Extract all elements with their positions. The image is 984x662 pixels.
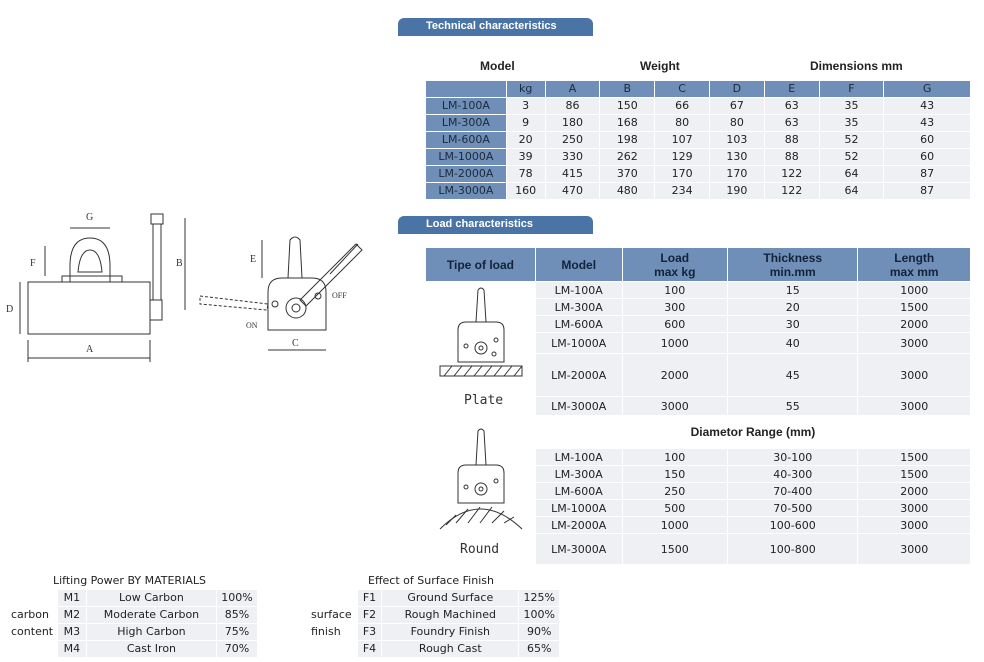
tech-group-weight: Weight: [640, 59, 680, 73]
header-length: [858, 248, 970, 281]
plate-thickness-cell: 40: [728, 333, 857, 353]
tech-value-cell: 35: [820, 98, 884, 114]
plate-load-cell: 100: [623, 282, 727, 298]
header-cell: A: [546, 81, 600, 97]
tech-value-cell: 88: [765, 149, 819, 165]
materials-title: Lifting Power BY MATERIALS: [53, 574, 206, 587]
header-cell: C: [655, 81, 709, 97]
round-model-cell: LM-2000A: [536, 517, 622, 533]
tech-value-cell: 107: [655, 132, 709, 148]
materials-name-cell: Cast Iron: [87, 641, 216, 657]
surface-row: [309, 624, 559, 640]
header-length-l2: max mm: [889, 264, 939, 279]
round-length-cell: 3000: [858, 534, 970, 564]
tech-value-cell: 129: [655, 149, 709, 165]
surface-name-cell: Ground Surface: [382, 590, 518, 606]
label-d: D: [6, 304, 14, 315]
tech-value-cell: 9: [507, 115, 545, 131]
round-length-cell: 1500: [858, 466, 970, 482]
tech-value-cell: 87: [884, 166, 970, 182]
tech-group-dimensions: Dimensions mm: [810, 59, 903, 73]
plate-length-cell: 3000: [858, 354, 970, 396]
plate-length-cell: 2000: [858, 316, 970, 332]
tech-value-cell: 190: [710, 183, 764, 199]
tech-value-cell: 52: [820, 132, 884, 148]
tech-value-cell: 63: [765, 98, 819, 114]
surface-name-cell: Rough Cast: [382, 641, 518, 657]
tech-value-cell: 150: [600, 98, 654, 114]
header-load-l1: Load: [660, 250, 690, 265]
round-range-cell: 70-500: [728, 500, 857, 516]
header-length-l1: Length: [894, 250, 935, 265]
header-load-l2: max kg: [654, 264, 696, 279]
load-header-row: [426, 248, 970, 281]
materials-name-cell: High Carbon: [87, 624, 216, 640]
tech-row: [426, 149, 970, 165]
materials-row: [9, 607, 257, 623]
surface-code-cell: F4: [358, 641, 382, 657]
plate-row: [426, 282, 970, 298]
tech-value-cell: 80: [655, 115, 709, 131]
tech-value-cell: 198: [600, 132, 654, 148]
surface-table: [308, 589, 560, 658]
tech-row: [426, 183, 970, 199]
surface-name-cell: Foundry Finish: [382, 624, 518, 640]
plate-load-cell: 1000: [623, 333, 727, 353]
round-model-cell: LM-3000A: [536, 534, 622, 564]
plate-load-cell: 3000: [623, 397, 727, 415]
plate-thickness-cell: 45: [728, 354, 857, 396]
label-b: B: [176, 258, 183, 269]
header-cell: G: [884, 81, 970, 97]
load-section-header: Load characteristics: [398, 216, 593, 232]
materials-value-cell: 75%: [217, 624, 257, 640]
tech-value-cell: 170: [710, 166, 764, 182]
round-label: Round: [460, 541, 500, 557]
plate-load-cell: 300: [623, 299, 727, 315]
diameter-range-title: Diametor Range (mm): [536, 416, 970, 448]
round-model-cell: LM-1000A: [536, 500, 622, 516]
surface-row: [309, 607, 559, 623]
tech-value-cell: 234: [655, 183, 709, 199]
tech-row: [426, 132, 970, 148]
round-model-cell: LM-600A: [536, 483, 622, 499]
materials-group-label-1: carbon: [9, 607, 57, 623]
plate-thickness-cell: 15: [728, 282, 857, 298]
tech-value-cell: 87: [884, 183, 970, 199]
label-a: A: [86, 344, 94, 355]
tech-value-cell: 180: [546, 115, 600, 131]
round-load-cell: 500: [623, 500, 727, 516]
materials-table: [8, 589, 258, 658]
materials-code-cell: M4: [58, 641, 86, 657]
tech-model-cell: LM-3000A: [426, 183, 506, 199]
tech-row: [426, 115, 970, 131]
round-range-cell: 30-100: [728, 449, 857, 465]
magnet-drawing: [0, 200, 380, 370]
header-type: Tipe of load: [426, 248, 535, 281]
plate-thickness-cell: 55: [728, 397, 857, 415]
tech-value-cell: 262: [600, 149, 654, 165]
technical-section-header: Technical characteristics: [398, 18, 593, 34]
label-f: F: [30, 258, 36, 269]
surface-group-label-2: finish: [309, 624, 357, 640]
surface-code-cell: F1: [358, 590, 382, 606]
plate-length-cell: 3000: [858, 333, 970, 353]
surface-code-cell: F3: [358, 624, 382, 640]
plate-label: Plate: [464, 393, 504, 408]
blank-cell: [309, 641, 357, 657]
surface-value-cell: 65%: [519, 641, 559, 657]
label-off: OFF: [332, 291, 347, 300]
round-load-icon: [430, 419, 530, 559]
round-range-cell: 100-800: [728, 534, 857, 564]
surface-title: Effect of Surface Finish: [368, 574, 494, 587]
tech-value-cell: 52: [820, 149, 884, 165]
materials-group-label-2: content: [9, 624, 57, 640]
surface-row: [309, 590, 559, 606]
tech-value-cell: 3: [507, 98, 545, 114]
plate-model-cell: LM-2000A: [536, 354, 622, 396]
plate-model-cell: LM-600A: [536, 316, 622, 332]
technical-table: [425, 80, 971, 200]
tech-value-cell: 103: [710, 132, 764, 148]
tech-value-cell: 470: [546, 183, 600, 199]
materials-code-cell: M3: [58, 624, 86, 640]
header-thickness: [728, 248, 857, 281]
tech-value-cell: 415: [546, 166, 600, 182]
materials-value-cell: 85%: [217, 607, 257, 623]
round-model-cell: LM-300A: [536, 466, 622, 482]
blank-cell: [9, 641, 57, 657]
tech-model-cell: LM-100A: [426, 98, 506, 114]
header-thick-l1: Thickness: [763, 250, 823, 265]
round-model-cell: LM-100A: [536, 449, 622, 465]
header-cell: E: [765, 81, 819, 97]
header-cell: [426, 81, 506, 97]
surface-code-cell: F2: [358, 607, 382, 623]
tech-model-cell: LM-300A: [426, 115, 506, 131]
tech-value-cell: 170: [655, 166, 709, 182]
round-load-cell: 150: [623, 466, 727, 482]
tech-value-cell: 67: [710, 98, 764, 114]
side-view-body: [28, 282, 150, 334]
materials-row: [9, 624, 257, 640]
tech-value-cell: 80: [710, 115, 764, 131]
tech-value-cell: 78: [507, 166, 545, 182]
materials-row: [9, 590, 257, 606]
tech-value-cell: 88: [765, 132, 819, 148]
round-load-cell: 1500: [623, 534, 727, 564]
plate-length-cell: 1000: [858, 282, 970, 298]
tech-model-cell: LM-1000A: [426, 149, 506, 165]
label-g: G: [86, 212, 94, 223]
surface-name-cell: Rough Machined: [382, 607, 518, 623]
plate-image-cell: [426, 282, 535, 415]
blank-cell: [9, 590, 57, 606]
tech-value-cell: 60: [884, 132, 970, 148]
tech-value-cell: 63: [765, 115, 819, 131]
header-thick-l2: min.mm: [769, 264, 816, 279]
header-model: Model: [536, 248, 622, 281]
round-range-cell: 70-400: [728, 483, 857, 499]
header-load: [623, 248, 727, 281]
round-image-cell: [426, 416, 535, 564]
label-e: E: [250, 254, 257, 265]
surface-value-cell: 90%: [519, 624, 559, 640]
materials-name-cell: Low Carbon: [87, 590, 216, 606]
plate-model-cell: LM-3000A: [536, 397, 622, 415]
tech-value-cell: 250: [546, 132, 600, 148]
tech-value-cell: 64: [820, 183, 884, 199]
round-length-cell: 3000: [858, 500, 970, 516]
round-length-cell: 2000: [858, 483, 970, 499]
diameter-header-row: [426, 416, 970, 448]
blank-cell: [309, 590, 357, 606]
materials-row: [9, 641, 257, 657]
load-table: [425, 247, 971, 565]
round-range-cell: 40-300: [728, 466, 857, 482]
materials-value-cell: 100%: [217, 590, 257, 606]
tech-value-cell: 370: [600, 166, 654, 182]
materials-code-cell: M1: [58, 590, 86, 606]
surface-value-cell: 125%: [519, 590, 559, 606]
tech-value-cell: 480: [600, 183, 654, 199]
tech-value-cell: 130: [710, 149, 764, 165]
plate-thickness-cell: 20: [728, 299, 857, 315]
tech-group-model: Model: [480, 59, 515, 73]
tech-value-cell: 86: [546, 98, 600, 114]
tech-row: [426, 98, 970, 114]
tech-value-cell: 35: [820, 115, 884, 131]
header-cell: D: [710, 81, 764, 97]
plate-model-cell: LM-300A: [536, 299, 622, 315]
plate-load-cell: 2000: [623, 354, 727, 396]
header-cell: B: [600, 81, 654, 97]
tech-value-cell: 64: [820, 166, 884, 182]
materials-value-cell: 70%: [217, 641, 257, 657]
tech-value-cell: 60: [884, 149, 970, 165]
tech-value-cell: 160: [507, 183, 545, 199]
plate-length-cell: 3000: [858, 397, 970, 415]
tech-value-cell: 122: [765, 183, 819, 199]
round-length-cell: 1500: [858, 449, 970, 465]
plate-model-cell: LM-100A: [536, 282, 622, 298]
tech-value-cell: 66: [655, 98, 709, 114]
label-c: C: [292, 338, 299, 349]
tech-model-cell: LM-2000A: [426, 166, 506, 182]
plate-thickness-cell: 30: [728, 316, 857, 332]
round-load-cell: 250: [623, 483, 727, 499]
technical-unit-row: [426, 81, 970, 97]
tech-value-cell: 43: [884, 98, 970, 114]
surface-row: [309, 641, 559, 657]
tech-value-cell: 330: [546, 149, 600, 165]
header-cell: F: [820, 81, 884, 97]
tech-model-cell: LM-600A: [426, 132, 506, 148]
plate-load-icon: [430, 282, 530, 412]
plate-model-cell: LM-1000A: [536, 333, 622, 353]
materials-name-cell: Moderate Carbon: [87, 607, 216, 623]
surface-group-label-1: surface: [309, 607, 357, 623]
materials-code-cell: M2: [58, 607, 86, 623]
tech-row: [426, 166, 970, 182]
surface-value-cell: 100%: [519, 607, 559, 623]
round-load-cell: 100: [623, 449, 727, 465]
plate-load-cell: 600: [623, 316, 727, 332]
round-range-cell: 100-600: [728, 517, 857, 533]
tech-value-cell: 39: [507, 149, 545, 165]
round-load-cell: 1000: [623, 517, 727, 533]
tech-value-cell: 168: [600, 115, 654, 131]
plate-length-cell: 1500: [858, 299, 970, 315]
label-on: ON: [246, 321, 258, 330]
header-cell: kg: [507, 81, 545, 97]
round-length-cell: 3000: [858, 517, 970, 533]
tech-value-cell: 122: [765, 166, 819, 182]
tech-value-cell: 43: [884, 115, 970, 131]
tech-value-cell: 20: [507, 132, 545, 148]
